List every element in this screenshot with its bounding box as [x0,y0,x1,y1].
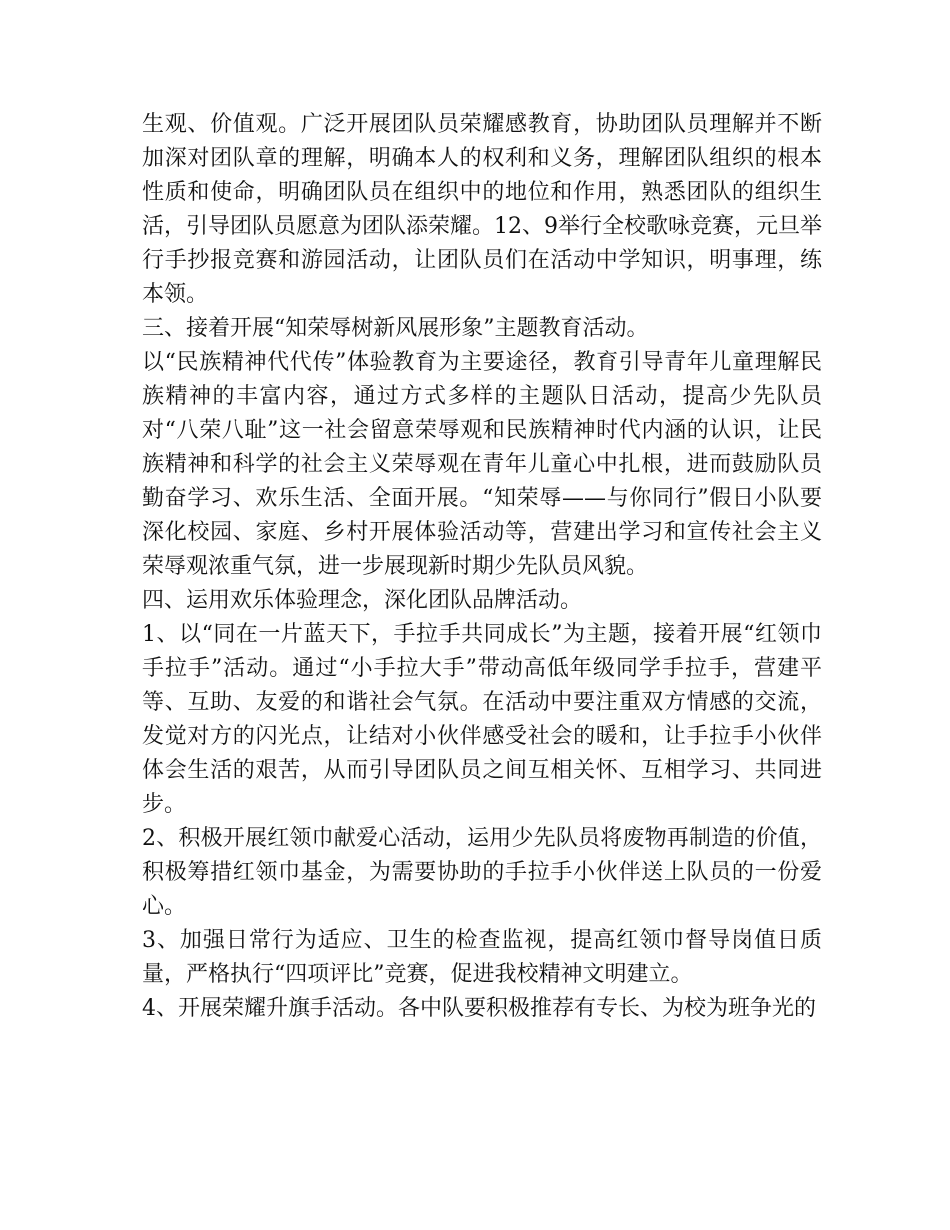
paragraph-values-education: 生观、价值观。广泛开展团队员荣耀感教育，协助团队员理解并不断加深对团队章的理解，明确本人的权利和义务，理解团队组织的根本性质和使命，明确团队员在组织中的地位和作用，熟悉团队的组织生活，引导团队员愿意为团队添荣耀。12、9举行全校歌咏竞赛，元旦举行手抄报竞赛和游园活动，让团队员们在活动中学知识，明事理，练本领。 [142,112,822,307]
list-item-2: 2、积极开展红领巾献爱心活动，运用少先队员将废物再制造的价值，积极筹措红领巾基金，为需要协助的手拉手小伙伴送上队员的一份爱心。 [142,826,822,919]
list-item-4: 4、开展荣耀升旗手活动。各中队要积极推荐有专长、为校为班争光的 [142,996,816,1021]
section-heading-3: 三、接着开展“知荣辱树新风展形象”主题教育活动。 [142,316,649,341]
paragraph-national-spirit: 以“民族精神代代传”体验教育为主要途径，教育引导青年儿童理解民族精神的丰富内容，通过方式多样的主题队日活动，提高少先队员对“八荣八耻”这一社会留意荣辱观和民族精神时代内涵的认识，让民族精神和科学的社会主义荣辱观在青年儿童心中扎根，进而鼓励队员勤奋学习、欢乐生活、全面开展。“知荣辱——与你同行”假日小队要深化校园、家庭、乡村开展体验活动等，营建出学习和宣传社会主义荣辱观浓重气氛，进一步展现新时期少先队员风貌。 [142,350,822,579]
list-item-1: 1、以“同在一片蓝天下，手拉手共同成长”为主题，接着开展“红领巾手拉手”活动。通过“小手拉大手”带动高低年级同学手拉手，营建平等、互助、友爱的和谐社会气氛。在活动中要注重双方情感的交流，发觉对方的闪光点，让结对小伙伴感受社会的暖和，让手拉手小伙伴体会生活的艰苦，从而引导团队员之间互相关怀、互相学习、共同进步。 [142,622,822,817]
list-item-3: 3、加强日常行为适应、卫生的检查监视，提高红领巾督导岗值日质量，严格执行“四项评比”竞赛，促进我校精神文明建立。 [142,928,822,987]
document-body [142,108,822,1026]
section-heading-4: 四、运用欢乐体验理念，深化团队品牌活动。 [142,588,583,613]
